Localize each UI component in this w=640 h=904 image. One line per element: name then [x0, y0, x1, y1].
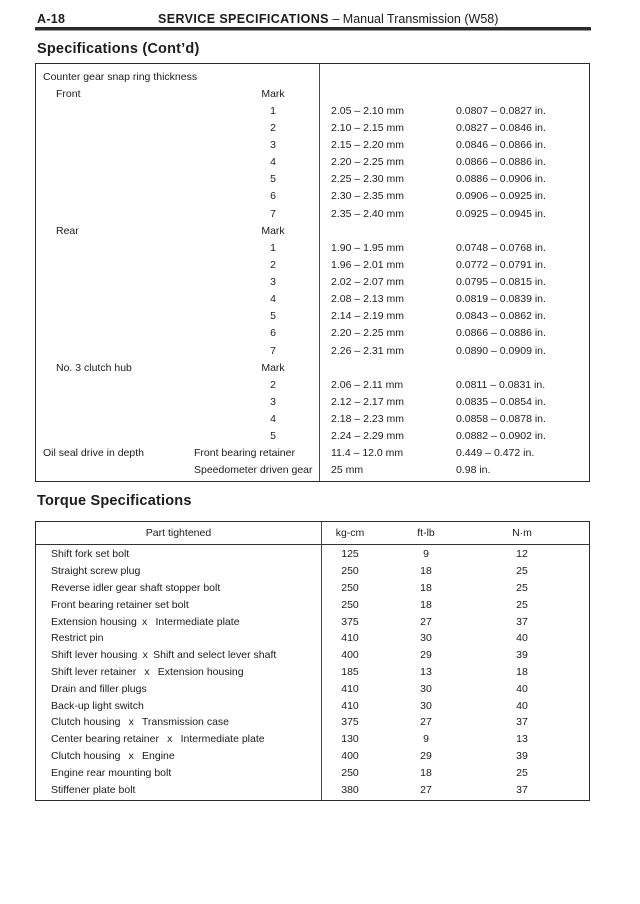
metric-value: 1.90 – 1.95 mm: [331, 241, 404, 254]
torque-kgcm: 375: [341, 716, 359, 729]
torque-kgcm: 400: [341, 749, 359, 762]
torque-ftlb: 27: [420, 783, 432, 796]
inch-value: 0.0807 – 0.0827 in.: [456, 104, 546, 117]
spec-row: [36, 119, 589, 136]
spec-row: [36, 222, 589, 239]
torque-kgcm: 125: [341, 548, 359, 561]
torque-ftlb: 9: [423, 548, 429, 561]
torque-nm: 12: [516, 548, 528, 561]
part-name: Restrict pin: [51, 632, 104, 645]
torque-ftlb: 18: [420, 565, 432, 578]
column-header-kgcm: kg-cm: [335, 527, 365, 539]
spec-row: [36, 85, 589, 102]
torque-row: [36, 680, 589, 697]
spec-item-label: Counter gear snap ring thickness: [43, 70, 198, 83]
mark-cell: 3: [270, 395, 276, 408]
spec-table-rows: [36, 68, 589, 479]
torque-ftlb: 29: [420, 649, 432, 662]
torque-row: [36, 731, 589, 748]
torque-row: [36, 613, 589, 630]
inch-value: 0.0846 – 0.0866 in.: [456, 139, 546, 152]
mark-cell: 5: [270, 310, 276, 323]
mark-cell: 5: [270, 430, 276, 443]
spec-row: [36, 274, 589, 291]
spec-row: [36, 428, 589, 445]
metric-value: 2.25 – 2.30 mm: [331, 173, 404, 186]
torque-ftlb: 29: [420, 749, 432, 762]
section-title-specifications: Specifications (Cont’d): [37, 41, 200, 57]
metric-value: 2.02 – 2.07 mm: [331, 276, 404, 289]
spec-row: [36, 376, 589, 393]
torque-nm: 25: [516, 581, 528, 594]
part-name: Reverse idler gear shaft stopper bolt: [51, 581, 221, 594]
spec-subitem-label: Front: [56, 87, 81, 100]
torque-kgcm: 380: [341, 783, 359, 796]
torque-kgcm: 250: [341, 598, 359, 611]
inch-value: 0.0819 – 0.0839 in.: [456, 293, 546, 306]
mark-cell: Mark: [261, 87, 285, 100]
spec-row: [36, 171, 589, 188]
torque-row: [36, 647, 589, 664]
mark-cell: 2: [270, 121, 276, 134]
inch-value: 0.0886 – 0.0906 in.: [456, 173, 546, 186]
torque-row: [36, 630, 589, 647]
metric-value: 2.08 – 2.13 mm: [331, 293, 404, 306]
metric-value: 2.20 – 2.25 mm: [331, 327, 404, 340]
part-name: Shift lever retainer x Extension housing: [51, 665, 244, 678]
spec-row: [36, 137, 589, 154]
torque-nm: 18: [516, 665, 528, 678]
metric-value: 2.24 – 2.29 mm: [331, 430, 404, 443]
torque-nm: 13: [516, 733, 528, 746]
mark-cell: 7: [270, 207, 276, 220]
torque-kgcm: 250: [341, 581, 359, 594]
inch-value: 0.0882 – 0.0902 in.: [456, 430, 546, 443]
inch-value: 0.98 in.: [456, 464, 491, 477]
torque-ftlb: 27: [420, 716, 432, 729]
column-header-ftlb: ft-lb: [417, 527, 435, 539]
spec-row: [36, 68, 589, 85]
section-title-torque: Torque Specifications: [37, 493, 192, 509]
inch-value: 0.0866 – 0.0886 in.: [456, 156, 546, 169]
mark-cell: 3: [270, 276, 276, 289]
torque-kgcm: 250: [341, 766, 359, 779]
mark-cell: 2: [270, 378, 276, 391]
specifications-table: [35, 63, 590, 482]
torque-ftlb: 13: [420, 665, 432, 678]
inch-value: 0.0858 – 0.0878 in.: [456, 413, 546, 426]
metric-value: 2.05 – 2.10 mm: [331, 104, 404, 117]
torque-ftlb: 18: [420, 598, 432, 611]
inch-value: 0.0748 – 0.0768 in.: [456, 241, 546, 254]
mark-cell: Mark: [261, 224, 285, 237]
mark-cell: 6: [270, 190, 276, 203]
spec-row: [36, 291, 589, 308]
mark-cell: 5: [270, 173, 276, 186]
torque-kgcm: 130: [341, 733, 359, 746]
metric-value: 2.35 – 2.40 mm: [331, 207, 404, 220]
part-name: Back-up light switch: [51, 699, 144, 712]
metric-value: 1.96 – 2.01 mm: [331, 258, 404, 271]
column-header-part: Part tightened: [145, 527, 212, 539]
mark-cell: 1: [270, 104, 276, 117]
torque-nm: 39: [516, 749, 528, 762]
mark-cell: 4: [270, 413, 276, 426]
torque-ftlb: 9: [423, 733, 429, 746]
torque-ftlb: 30: [420, 699, 432, 712]
part-name: Shift lever housing x Shift and select lever shaft: [51, 649, 277, 662]
mark-cell: 2: [270, 258, 276, 271]
header-title-bold: SERVICE SPECIFICATIONS: [158, 12, 329, 26]
torque-row: [36, 764, 589, 781]
torque-table-rows: [36, 546, 589, 798]
metric-value: 2.26 – 2.31 mm: [331, 344, 404, 357]
part-name: Extension housing x Intermediate plate: [51, 615, 240, 628]
metric-value: 2.06 – 2.11 mm: [331, 378, 404, 391]
header-title-rest: – Manual Transmission (W58): [332, 12, 499, 26]
torque-kgcm: 375: [341, 615, 359, 628]
inch-value: 0.449 – 0.472 in.: [456, 447, 535, 460]
header-title: [158, 12, 498, 26]
metric-value: 2.12 – 2.17 mm: [331, 395, 404, 408]
spec-row: [36, 239, 589, 256]
spec-row: [36, 154, 589, 171]
metric-value: 2.15 – 2.20 mm: [331, 139, 404, 152]
metric-value: 11.4 – 12.0 mm: [331, 447, 404, 460]
inch-value: 0.0925 – 0.0945 in.: [456, 207, 546, 220]
torque-ftlb: 18: [420, 766, 432, 779]
inch-value: 0.0866 – 0.0886 in.: [456, 327, 546, 340]
torque-kgcm: 185: [341, 665, 359, 678]
spec-row: [36, 205, 589, 222]
spec-row: [36, 411, 589, 428]
torque-row: [36, 714, 589, 731]
torque-row: [36, 697, 589, 714]
part-name: Engine rear mounting bolt: [51, 766, 172, 779]
part-name: Straight screw plug: [51, 565, 141, 578]
part-name: Shift fork set bolt: [51, 548, 130, 561]
torque-nm: 25: [516, 598, 528, 611]
spec-row: [36, 462, 589, 479]
spec-row: [36, 308, 589, 325]
torque-row: [36, 580, 589, 597]
part-name: Center bearing retainer x Intermediate plate: [51, 733, 265, 746]
torque-nm: 37: [516, 783, 528, 796]
inch-value: 0.0843 – 0.0862 in.: [456, 310, 546, 323]
spec-item-label: Oil seal drive in depth: [43, 447, 144, 460]
torque-nm: 40: [516, 632, 528, 645]
mark-cell: 4: [270, 293, 276, 306]
metric-value: 2.18 – 2.23 mm: [331, 413, 404, 426]
torque-table: [35, 521, 590, 801]
metric-value: 2.14 – 2.19 mm: [331, 310, 404, 323]
part-name: Front bearing retainer set bolt: [51, 598, 189, 611]
inch-value: 0.0835 – 0.0854 in.: [456, 395, 546, 408]
torque-nm: 25: [516, 565, 528, 578]
inch-value: 0.0795 – 0.0815 in.: [456, 276, 546, 289]
torque-row: [36, 748, 589, 765]
spec-row: [36, 342, 589, 359]
torque-table-header: [36, 522, 589, 545]
torque-kgcm: 410: [341, 632, 359, 645]
part-name: Clutch housing x Engine: [51, 749, 175, 762]
torque-nm: 25: [516, 766, 528, 779]
torque-row: [36, 664, 589, 681]
torque-ftlb: 30: [420, 632, 432, 645]
spec-row: [36, 359, 589, 376]
torque-ftlb: 18: [420, 581, 432, 594]
mark-cell: Mark: [261, 361, 285, 374]
spec-row: [36, 393, 589, 410]
part-name: Clutch housing x Transmission case: [51, 716, 229, 729]
spec-row: [36, 325, 589, 342]
mark-cell: 1: [270, 241, 276, 254]
spec-row: [36, 445, 589, 462]
torque-row: [36, 781, 589, 798]
mark-cell: 3: [270, 139, 276, 152]
inch-value: 0.0811 – 0.0831 in.: [456, 378, 546, 391]
torque-row: [36, 563, 589, 580]
torque-kgcm: 410: [341, 699, 359, 712]
torque-nm: 37: [516, 615, 528, 628]
inch-value: 0.0906 – 0.0925 in.: [456, 190, 546, 203]
metric-value: 25 mm: [331, 464, 364, 477]
column-header-nm: N·m: [512, 527, 532, 539]
torque-kgcm: 410: [341, 682, 359, 695]
page-number: A-18: [37, 12, 66, 26]
part-name: Stiffener plate bolt: [51, 783, 136, 796]
torque-ftlb: 27: [420, 615, 432, 628]
spec-sublabel: Front bearing retainer: [194, 447, 295, 460]
torque-nm: 37: [516, 716, 528, 729]
torque-kgcm: 250: [341, 565, 359, 578]
torque-nm: 39: [516, 649, 528, 662]
spec-subitem-label: No. 3 clutch hub: [56, 361, 132, 374]
inch-value: 0.0772 – 0.0791 in.: [456, 258, 546, 271]
torque-kgcm: 400: [341, 649, 359, 662]
header-rule: [35, 27, 591, 31]
spec-row: [36, 102, 589, 119]
torque-ftlb: 30: [420, 682, 432, 695]
spec-subitem-label: Rear: [56, 224, 79, 237]
inch-value: 0.0827 – 0.0846 in.: [456, 121, 546, 134]
torque-nm: 40: [516, 699, 528, 712]
metric-value: 2.20 – 2.25 mm: [331, 156, 404, 169]
spec-sublabel: Speedometer driven gear: [194, 464, 313, 477]
spec-row: [36, 256, 589, 273]
mark-cell: 6: [270, 327, 276, 340]
spec-row: [36, 188, 589, 205]
part-name: Drain and filler plugs: [51, 682, 147, 695]
torque-row: [36, 596, 589, 613]
mark-cell: 7: [270, 344, 276, 357]
inch-value: 0.0890 – 0.0909 in.: [456, 344, 546, 357]
mark-cell: 4: [270, 156, 276, 169]
torque-nm: 40: [516, 682, 528, 695]
torque-row: [36, 546, 589, 563]
metric-value: 2.30 – 2.35 mm: [331, 190, 404, 203]
metric-value: 2.10 – 2.15 mm: [331, 121, 404, 134]
